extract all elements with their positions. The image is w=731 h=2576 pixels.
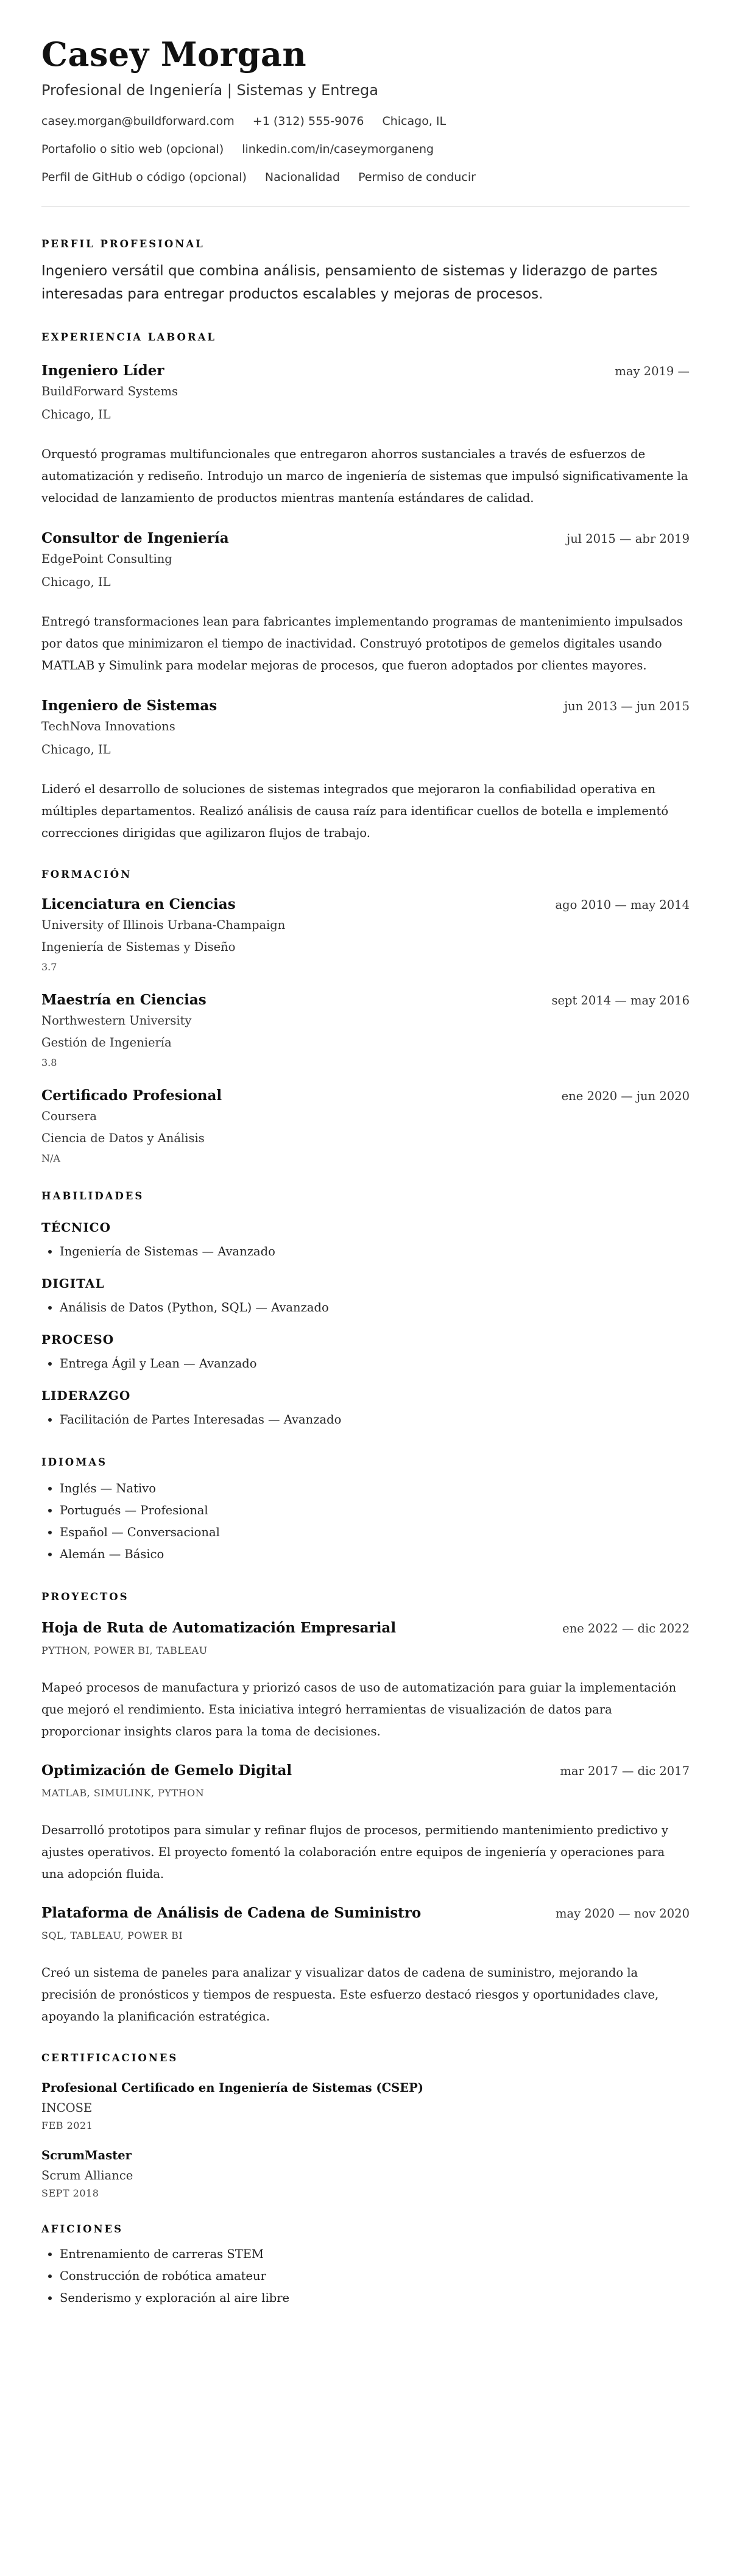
contact-nationality: Nacionalidad [264, 171, 341, 184]
skill-item: • Análisis de Datos (Python, SQL) — Avanzado [60, 1297, 690, 1319]
project-tech: MATLAB, SIMULINK, PYTHON [41, 1787, 205, 1799]
skill-category [41, 1276, 690, 1319]
language-item: • Portugués — Profesional [60, 1500, 690, 1522]
resume-header [41, 34, 690, 206]
section-title-projects: PROYECTOS [41, 1591, 129, 1603]
skill-category-name: PROCESO [41, 1332, 115, 1347]
experience-section [41, 331, 690, 844]
candidate-headline: Profesional de Ingeniería | Sistemas y Entrega [41, 82, 378, 99]
skill-list [41, 1297, 690, 1319]
contact-portfolio[interactable]: Portafolio o sitio web (opcional) [41, 143, 224, 156]
hobbies-section [41, 2223, 690, 2309]
skill-category-name: TÉCNICO [41, 1220, 111, 1235]
project-description: Creó un sistema de paneles para analizar y visualizar datos de cadena de suministro, mejorando la precisión de pronósticos y tiempos de respuesta. Este esfuerzo destacó riesgos y oportunidades clave, apoyando la planificación estratégica. [41, 1966, 659, 2024]
skill-list [41, 1409, 690, 1431]
section-title-experience: EXPERIENCIA LABORAL [41, 331, 216, 343]
languages-section [41, 1456, 690, 1565]
job-company: BuildForward Systems [41, 384, 178, 398]
contact-linkedin[interactable]: linkedin.com/in/caseymorganeng [242, 143, 434, 156]
degree-title: Maestría en Ciencias [41, 992, 207, 1008]
certification-name: Profesional Certificado en Ingeniería de Sistemas (CSEP) [41, 2081, 424, 2095]
experience-entry [41, 530, 690, 677]
school-name: Northwestern University [41, 1014, 192, 1028]
certification-date: FEB 2021 [41, 2120, 93, 2131]
skill-list [41, 1241, 690, 1263]
contact-location: Chicago, IL [382, 115, 447, 128]
degree-field: Ciencia de Datos y Análisis [41, 1131, 205, 1145]
job-dates: may 2019 — [615, 364, 690, 378]
project-tech: PYTHON, POWER BI, TABLEAU [41, 1645, 208, 1656]
school-name: Coursera [41, 1109, 97, 1123]
project-entry [41, 1905, 690, 2028]
skill-item: • Ingeniería de Sistemas — Avanzado [60, 1241, 690, 1263]
job-location: Chicago, IL [41, 408, 111, 422]
degree-gpa: N/A [41, 1152, 60, 1164]
project-name: Optimización de Gemelo Digital [41, 1762, 292, 1779]
job-title: Ingeniero Líder [41, 362, 164, 379]
certification-entry [41, 2081, 690, 2131]
degree-gpa: 3.7 [41, 961, 57, 973]
project-name: Plataforma de Análisis de Cadena de Suministro [41, 1905, 422, 1921]
job-company: TechNova Innovations [41, 719, 175, 733]
job-location: Chicago, IL [41, 743, 111, 757]
degree-title: Licenciatura en Ciencias [41, 896, 236, 912]
certification-date: SEPT 2018 [41, 2187, 99, 2199]
job-description: Entregó transformaciones lean para fabricantes implementando programas de mantenimiento impulsados por datos que minimizaron el tiempo de inactividad. Construyó prototipos de gemelos digitales usando MATLAB y Simulink para modelar mejoras de procesos, que fueron adoptados por clientes mayores. [41, 615, 683, 672]
job-title: Ingeniero de Sistemas [41, 697, 217, 714]
job-description: Orquestó programas multifuncionales que entregaron ahorros sustanciales a través de esfuerzos de automatización y rediseño. Introdujo un marco de ingeniería de sistemas que impulsó significativamente la velocidad de lanzamiento de productos mientras mantenía estándares de calidad. [41, 447, 688, 505]
contact-github[interactable]: Perfil de GitHub o código (opcional) [41, 171, 247, 184]
job-dates: jun 2013 — jun 2015 [564, 699, 690, 713]
job-description: Lideró el desarrollo de soluciones de sistemas integrados que mejoraron la confiabilidad operativa en múltiples departamentos. Realizó análisis de causa raíz para identificar cuellos de botella e implementó correcciones dirigidas que agilizaron flujos de trabajo. [41, 782, 669, 840]
skill-item: • Facilitación de Partes Interesadas — Avanzado [60, 1409, 690, 1431]
contact-driving-license: Permiso de conducir [358, 171, 476, 184]
section-title-summary: PERFIL PROFESIONAL [41, 238, 205, 250]
contact-row-3 [41, 169, 690, 185]
project-description: Desarrolló prototipos para simular y refinar flujos de procesos, permitiendo mantenimiento predictivo y ajustes operativos. El proyecto fomentó la colaboración entre equipos de ingeniería y operaciones para una adopción fluida. [41, 1823, 669, 1881]
skill-category [41, 1388, 690, 1431]
degree-field: Ingeniería de Sistemas y Diseño [41, 940, 236, 954]
degree-dates: ago 2010 — may 2014 [555, 898, 690, 912]
certification-issuer: Scrum Alliance [41, 2168, 133, 2183]
job-location: Chicago, IL [41, 575, 111, 589]
section-title-languages: IDIOMAS [41, 1456, 108, 1468]
contact-row-1 [41, 113, 690, 129]
section-title-hobbies: AFICIONES [41, 2223, 124, 2235]
degree-title: Certificado Profesional [41, 1087, 222, 1104]
hobby-item: • Entrenamiento de carreras STEM [60, 2243, 690, 2265]
degree-dates: ene 2020 — jun 2020 [561, 1089, 690, 1103]
certification-issuer: INCOSE [41, 2101, 93, 2115]
section-title-education: FORMACIÓN [41, 869, 132, 880]
job-dates: jul 2015 — abr 2019 [567, 532, 690, 546]
candidate-name: Casey Morgan [41, 35, 307, 74]
hobby-list [41, 2243, 690, 2309]
skill-category [41, 1332, 690, 1375]
education-entry [41, 992, 690, 1069]
language-item: • Español — Conversacional [60, 1522, 690, 1544]
job-title: Consultor de Ingeniería [41, 530, 229, 546]
project-dates: mar 2017 — dic 2017 [560, 1764, 690, 1778]
language-item: • Inglés — Nativo [60, 1478, 690, 1500]
certification-name: ScrumMaster [41, 2148, 132, 2162]
degree-dates: sept 2014 — may 2016 [551, 993, 690, 1007]
education-entry [41, 1087, 690, 1165]
skill-category-name: DIGITAL [41, 1276, 105, 1291]
project-tech: SQL, TABLEAU, POWER BI [41, 1930, 183, 1941]
project-entry [41, 1762, 690, 1885]
project-description: Mapeó procesos de manufactura y priorizó casos de uso de automatización para guiar la implementación que mejoró el rendimiento. Esta iniciativa integró herramientas de visualización de datos para proporcionar insights claros para la toma de decisiones. [41, 1681, 677, 1738]
education-entry [41, 896, 690, 973]
skill-category [41, 1220, 690, 1263]
school-name: University of Illinois Urbana-Champaign [41, 918, 286, 932]
hobby-item: • Construcción de robótica amateur [60, 2265, 690, 2287]
summary-section [41, 238, 690, 306]
experience-entry [41, 697, 690, 844]
certifications-section [41, 2052, 690, 2199]
skill-item: • Entrega Ágil y Lean — Avanzado [60, 1353, 690, 1375]
education-section [41, 869, 690, 1165]
skill-list [41, 1353, 690, 1375]
summary-text: Ingeniero versátil que combina análisis, pensamiento de sistemas y liderazgo de partes interesadas para entregar productos escalables y mejoras de procesos. [41, 263, 658, 302]
projects-section [41, 1591, 690, 2028]
language-item: • Alemán — Básico [60, 1544, 690, 1565]
section-title-certifications: CERTIFICACIONES [41, 2052, 178, 2064]
section-title-skills: HABILIDADES [41, 1190, 144, 1202]
degree-gpa: 3.8 [41, 1057, 57, 1068]
skill-category-name: LIDERAZGO [41, 1388, 131, 1403]
project-name: Hoja de Ruta de Automatización Empresarial [41, 1620, 397, 1636]
project-dates: may 2020 — nov 2020 [556, 1907, 690, 1921]
contact-email[interactable]: casey.morgan@buildforward.com [41, 115, 235, 128]
contact-row-2 [41, 141, 690, 157]
skills-section [41, 1190, 690, 1431]
certification-entry [41, 2148, 690, 2199]
job-company: EdgePoint Consulting [41, 552, 172, 566]
hobby-item: • Senderismo y exploración al aire libre [60, 2287, 690, 2309]
degree-field: Gestión de Ingeniería [41, 1036, 172, 1050]
language-list [41, 1478, 690, 1565]
project-dates: ene 2022 — dic 2022 [562, 1621, 690, 1636]
experience-entry [41, 362, 690, 509]
contact-phone[interactable]: +1 (312) 555-9076 [252, 115, 364, 128]
project-entry [41, 1620, 690, 1743]
